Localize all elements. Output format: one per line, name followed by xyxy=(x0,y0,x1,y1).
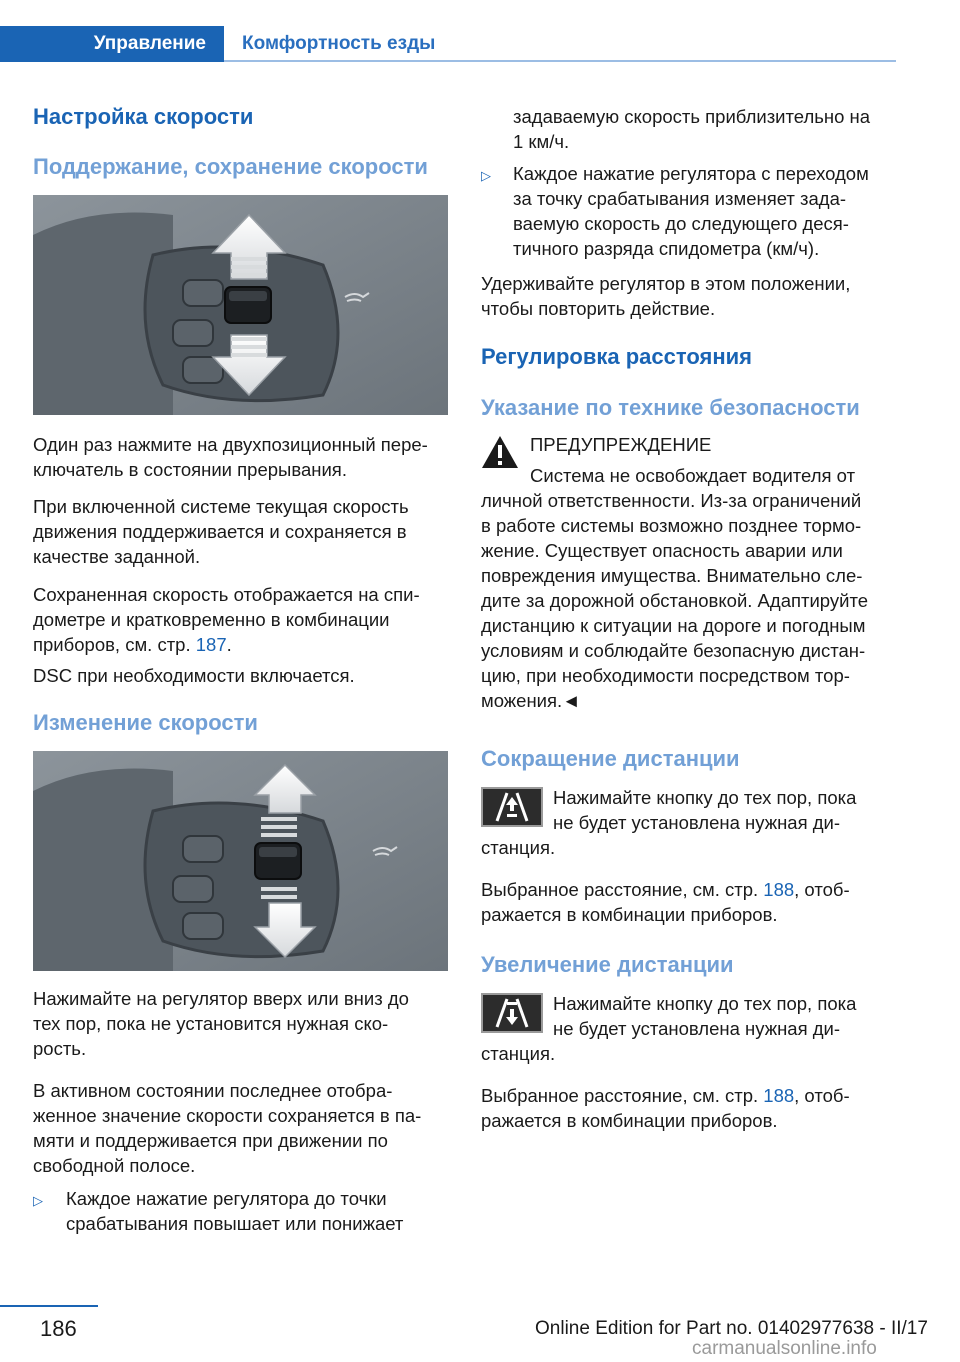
text-line: не будет установлена нужная ди- xyxy=(553,812,841,833)
text-line: не будет установлена нужная ди- xyxy=(553,1018,841,1039)
text-line xyxy=(481,877,850,902)
paragraph-saved-speed xyxy=(33,582,420,657)
distance-decrease-icon xyxy=(481,787,543,827)
text-line: В активном состоянии последнее отобра- xyxy=(33,1080,393,1101)
text-line: ражается в комбинации приборов. xyxy=(481,904,778,925)
text-line: дите за дорожной обстановкой. Адаптируйте xyxy=(481,590,869,611)
warning-text xyxy=(481,463,868,713)
text-line: дистанцию к ситуации на дороге и погодным xyxy=(481,615,866,636)
header-divider xyxy=(224,60,896,62)
text-line: повреждения имущества. Внимательно сле- xyxy=(481,565,863,586)
watermark: carmanualsonline.info xyxy=(692,1338,877,1359)
paragraph-press-regulator xyxy=(33,986,409,1061)
paragraph-selected-distance-1 xyxy=(481,877,850,927)
bullet-item-1 xyxy=(66,1186,403,1236)
text-line: в работе системы возможно позднее тормо- xyxy=(481,515,862,536)
bullet-triangle-icon: ▷ xyxy=(33,1193,43,1208)
text-line xyxy=(481,1083,850,1108)
text-line: чтобы повторить действие. xyxy=(481,298,716,319)
text-line: свободной полосе. xyxy=(33,1155,196,1176)
increase-distance-text xyxy=(553,991,856,1041)
decrease-distance-text xyxy=(553,785,856,835)
subsection-title-decrease-distance: Сокращение дистанции xyxy=(481,746,740,771)
text-line: ваемую скорость до следующего деся- xyxy=(513,213,849,234)
text-line: Удерживайте регулятор в этом положении, xyxy=(481,273,851,294)
text-line: Каждое нажатие регулятора до точки xyxy=(66,1188,387,1209)
edition-info: Online Edition for Part no. 01402977638 - II/17 xyxy=(535,1318,928,1339)
text-line: Нажимайте на регулятор вверх или вниз до xyxy=(33,988,409,1009)
text-line: женное значение скорости сохраняется в па- xyxy=(33,1105,422,1126)
text-line: При включенной системе текущая скорость xyxy=(33,496,409,517)
subsection-title-increase-distance: Увеличение дистанции xyxy=(481,952,734,977)
paragraph-press-switch xyxy=(33,432,428,482)
text-line: станция. xyxy=(481,1043,556,1064)
text-line: цию, при необходимости посредством тор- xyxy=(481,665,850,686)
text-line: тех пор, пока не установится нужная ско- xyxy=(33,1013,389,1034)
text-span: . xyxy=(226,634,232,655)
text-line: Нажимайте кнопку до тех пор, пока xyxy=(553,787,857,808)
section-title-speed: Настройка скорости xyxy=(33,104,254,129)
steering-wheel-photo-2 xyxy=(33,751,448,971)
text-line: срабатывания повышает или понижает xyxy=(66,1213,404,1234)
text-span: , отоб- xyxy=(794,1085,850,1106)
page-link-187[interactable]: 187 xyxy=(195,634,227,655)
text-line: Система не освобождает водителя от xyxy=(530,465,856,486)
page-number: 186 xyxy=(40,1316,77,1341)
bullet-triangle-icon: ▷ xyxy=(481,168,491,183)
text-line: рость. xyxy=(33,1038,87,1059)
footer-divider xyxy=(0,1305,98,1307)
text-line: можения.◄ xyxy=(481,690,581,711)
page-link-188[interactable]: 188 xyxy=(763,1085,795,1106)
text-line xyxy=(33,632,420,657)
text-span: , отоб- xyxy=(794,879,850,900)
subsection-title-keep-speed: Поддержание, сохранение скорости xyxy=(33,154,428,179)
text-line: ключатель в состоянии прерывания. xyxy=(33,459,347,480)
subsection-title-change-speed: Изменение скорости xyxy=(33,710,258,735)
page-link-188[interactable]: 188 xyxy=(763,879,795,900)
header-tab-active[interactable] xyxy=(0,26,224,62)
text-line: 1 км/ч. xyxy=(513,131,570,152)
text-line: дометре и кратковременно в комбинации xyxy=(33,609,390,630)
paragraph-active-state xyxy=(33,1078,421,1178)
text-line: жение. Существует опасность аварии или xyxy=(481,540,843,561)
text-line: Каждое нажатие регулятора с переходом xyxy=(513,163,869,184)
text-line: ражается в комбинации приборов. xyxy=(481,1110,778,1131)
bullet-item-2 xyxy=(513,161,869,261)
steering-wheel-control-image xyxy=(33,751,448,971)
subsection-title-safety: Указание по технике безопасности xyxy=(481,395,860,420)
paragraph-dsc: DSC при необходимости включается. xyxy=(33,665,355,686)
text-line: мяти и поддерживается при движении по xyxy=(33,1130,388,1151)
distance-increase-icon xyxy=(481,993,543,1033)
paragraph-system-on xyxy=(33,494,409,569)
paragraph-hold-regulator xyxy=(481,271,850,321)
steering-wheel-photo-1 xyxy=(33,195,448,415)
text-line: задаваемую скорость приблизительно на xyxy=(513,106,871,127)
text-line: за точку срабатывания изменяет зада- xyxy=(513,188,847,209)
steering-wheel-control-image xyxy=(33,195,448,415)
header-tab-active-label: Управление xyxy=(93,33,206,54)
text-line: Сохраненная скорость отображается на спи- xyxy=(33,584,420,605)
bullet-item-1-continued xyxy=(513,104,870,154)
text-line: качестве заданной. xyxy=(33,546,201,567)
text-line: условиям и соблюдайте безопасную дистан- xyxy=(481,640,866,661)
text-line: Нажимайте кнопку до тех пор, пока xyxy=(553,993,857,1014)
text-span: Выбранное расстояние, см. стр. xyxy=(481,1085,764,1106)
text-line: станция. xyxy=(481,837,556,858)
text-line: личной ответственности. Из-за ограничений xyxy=(481,490,862,511)
paragraph-selected-distance-2 xyxy=(481,1083,850,1133)
text-line: тичного разряда спидометра (км/ч). xyxy=(513,238,820,259)
text-line: движения поддерживается и сохраняется в xyxy=(33,521,407,542)
section-title-distance: Регулировка расстояния xyxy=(481,344,752,369)
text-span: приборов, см. стр. xyxy=(33,634,196,655)
header-tab-inactive[interactable]: Комфортность езды xyxy=(242,33,436,54)
text-span: Выбранное расстояние, см. стр. xyxy=(481,879,764,900)
warning-title: ПРЕДУПРЕЖДЕНИЕ xyxy=(530,434,712,455)
text-line: Один раз нажмите на двухпозиционный пере- xyxy=(33,434,428,455)
